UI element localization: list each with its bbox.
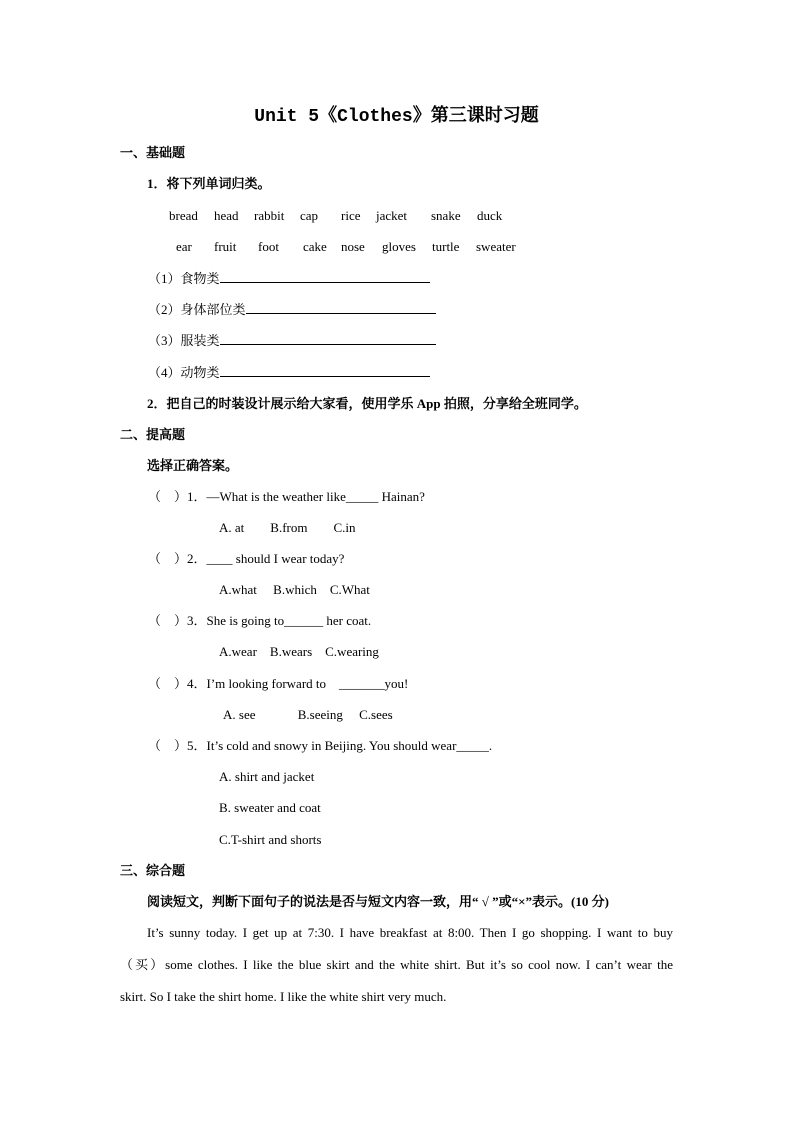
section3-instruction: 阅读短文，判断下面句子的说法是否与短文内容一致，用“ √ ”或“×”表示。(10 分) (147, 894, 609, 909)
mc-question-3 (148, 612, 371, 630)
answer-blank[interactable] (220, 331, 436, 345)
category-label: （2）身体部位类 (148, 302, 246, 317)
word: bread (169, 208, 198, 223)
mc-question-1 (148, 488, 425, 506)
question-text: I’m looking forward to _______you! (206, 676, 409, 691)
section1-heading: 一、基础题 (120, 145, 186, 160)
mc-options-2: A.what B.which C.What (219, 582, 370, 597)
mc-options-1: A. at B.from C.in (219, 520, 356, 535)
word: rice (341, 208, 361, 223)
mc-options-3: A.wear B.wears C.wearing (219, 644, 379, 659)
answer-blank[interactable] (220, 269, 430, 283)
word: cake (303, 239, 327, 254)
passage-line: It’s sunny today. I get up at 7:30. I have breakfast at 8:00. Then I go shopping. I want to buy (147, 925, 673, 940)
section2-heading: 二、提高题 (120, 427, 186, 442)
word: ear (176, 239, 192, 254)
answer-blank[interactable] (220, 363, 430, 377)
word: turtle (432, 239, 460, 254)
answer-paren[interactable]: （ ）2． (148, 551, 207, 566)
category-label: （4）动物类 (148, 365, 220, 380)
word: duck (477, 208, 503, 223)
mc-question-4 (148, 675, 408, 693)
word: snake (431, 208, 461, 223)
question-2-prompt: 2．把自己的时装设计展示给大家看，使用学乐 App 拍照，分享给全班同学。 (147, 396, 587, 411)
question-text: —What is the weather like_____ Hainan? (206, 489, 425, 504)
mc-question-5 (148, 737, 492, 755)
mc-question-2 (148, 550, 344, 568)
word: nose (341, 239, 365, 254)
passage-line: （买）some clothes. I like the blue skirt and the white shirt. But it’s so cool now. I can’t wear the (120, 957, 673, 972)
passage-line: skirt. So I take the shirt home. I like the white shirt very much. (120, 989, 447, 1004)
word: cap (300, 208, 319, 223)
answer-paren[interactable]: （ ）1． (148, 489, 207, 504)
question-text: ____ should I wear today? (206, 551, 345, 566)
category-label: （3）服装类 (148, 333, 220, 348)
word: gloves (382, 239, 416, 254)
word: foot (258, 239, 279, 254)
category-animals (148, 363, 430, 382)
mc-option-b: B. sweater and coat (219, 800, 321, 815)
question-text: It’s cold and snowy in Beijing. You should wear_____. (206, 738, 493, 753)
answer-paren[interactable]: （ ）3． (148, 613, 207, 628)
category-food (148, 269, 430, 288)
answer-paren[interactable]: （ ）5． (148, 738, 207, 753)
page-title: Unit 5《Clothes》第三课时习题 (254, 107, 539, 127)
category-label: （1）食物类 (148, 271, 220, 286)
question-1-prompt: 1．将下列单词归类。 (147, 176, 271, 191)
answer-paren[interactable]: （ ）4． (148, 676, 207, 691)
answer-blank[interactable] (246, 300, 436, 314)
mc-option-c: C.T-shirt and shorts (219, 832, 322, 847)
mc-options-4: A. see B.seeing C.sees (223, 707, 393, 722)
section3-heading: 三、综合题 (120, 863, 186, 878)
mc-option-a: A. shirt and jacket (219, 769, 315, 784)
category-clothes (148, 331, 436, 350)
word: rabbit (254, 208, 285, 223)
category-body-parts (148, 300, 436, 319)
word: sweater (476, 239, 516, 254)
question-text: She is going to______ her coat. (206, 613, 372, 628)
word: jacket (376, 208, 408, 223)
section2-instruction: 选择正确答案。 (147, 458, 239, 473)
word: fruit (214, 239, 237, 254)
word: head (214, 208, 239, 223)
